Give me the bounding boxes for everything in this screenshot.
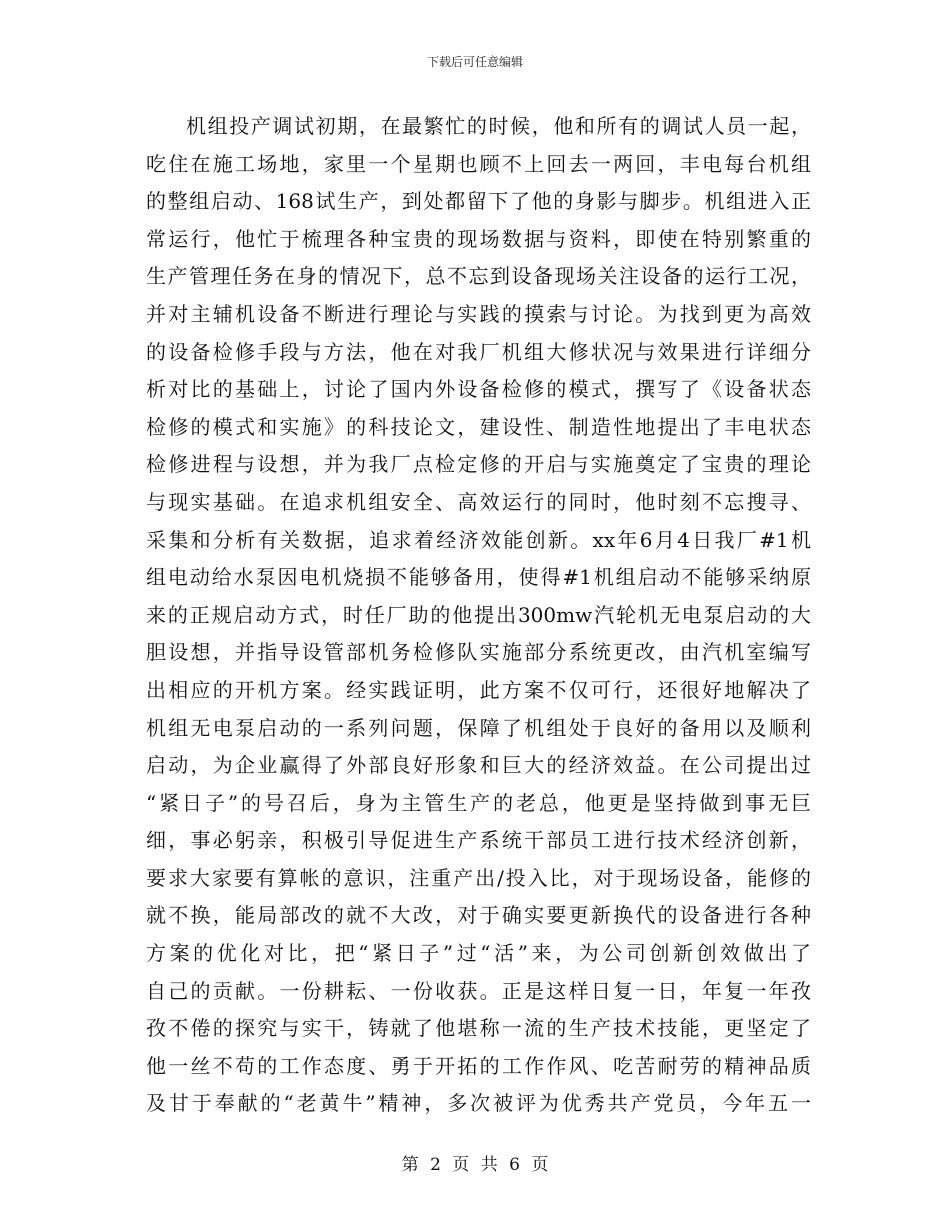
paragraph-line: 胆设想，并指导设管部机务检修队实施部分系统更改，由汽机室编写 (146, 640, 811, 665)
paragraph-line: 来的正规启动方式，时任厂助的他提出300mw汽轮机无电泵启动的大 (146, 602, 811, 627)
paragraph-line: 常运行，他忙于梳理各种宝贵的现场数据与资料，即使在特别繁重的 (146, 226, 811, 251)
paragraph-line: 检修的模式和实施》的科技论文，建设性、制造性地提出了丰电状态 (146, 414, 811, 439)
paragraph-line: 出相应的开机方案。经实践证明，此方案不仅可行，还很好地解决了 (146, 677, 811, 702)
paragraph-line: 采集和分析有关数据，追求着经济效能创新。xx年6月4日我厂#1机 (146, 527, 811, 552)
paragraph-line: 并对主辅机设备不断进行理论与实践的摸索与讨论。为找到更为高效 (146, 301, 811, 326)
page-header: 下载后可任意编辑 (426, 55, 523, 69)
paragraph-line: 吃住在施工场地，家里一个星期也顾不上回去一两回，丰电每台机组 (146, 151, 811, 176)
paragraph-line: 的设备检修手段与方法，他在对我厂机组大修状况与效果进行详细分 (146, 339, 811, 364)
paragraph-line: 就不换，能局部改的就不大改，对于确实要更新换代的设备进行各种 (146, 903, 811, 928)
paragraph-line: 的整组启动、168试生产，到处都留下了他的身影与脚步。机组进入正 (146, 189, 811, 214)
paragraph-line: 检修进程与设想，并为我厂点检定修的开启与实施奠定了宝贵的理论 (146, 452, 811, 477)
paragraph-line: 启动，为企业赢得了外部良好形象和巨大的经济效益。在公司提出过 (146, 753, 811, 778)
paragraph-line: 析对比的基础上，讨论了国内外设备检修的模式，撰写了《设备状态 (146, 377, 811, 402)
paragraph-line: 及甘于奉献的“老黄牛”精神，多次被评为优秀共产党员，今年五一 (146, 1091, 811, 1116)
paragraph-line: 生产管理任务在身的情况下，总不忘到设备现场关注设备的运行工况， (146, 264, 811, 289)
paragraph-line: 组电动给水泵因电机烧损不能够备用，使得#1机组启动不能够采纳原 (146, 565, 811, 590)
paragraph-line: 机组无电泵启动的一系列问题，保障了机组处于良好的备用以及顺利 (146, 715, 811, 740)
body-paragraph (146, 108, 811, 1123)
paragraph-line: 他一丝不苟的工作态度、勇于开拓的工作作风、吃苦耐劳的精神品质 (146, 1053, 811, 1078)
paragraph-line: 与现实基础。在追求机组安全、高效运行的同时，他时刻不忘搜寻、 (146, 489, 811, 514)
paragraph-line: 要求大家要有算帐的意识，注重产出/投入比，对于现场设备，能修的 (146, 865, 811, 890)
paragraph-line: 自己的贡献。一份耕耘、一份收获。正是这样日复一日，年复一年孜 (146, 978, 811, 1003)
paragraph-line: 细，事必躬亲，积极引导促进生产系统干部员工进行技术经济创新， (146, 828, 811, 853)
paragraph-line: 孜不倦的探究与实干，铸就了他堪称一流的生产技术技能，更坚定了 (146, 1016, 811, 1041)
paragraph-line: 机组投产调试初期，在最繁忙的时候，他和所有的调试人员一起， (186, 114, 811, 138)
paragraph-line: 方案的优化对比，把“紧日子”过“活”来，为公司创新创效做出了 (146, 941, 811, 966)
paragraph-line: “紧日子”的号召后，身为主管生产的老总，他更是坚持做到事无巨 (146, 790, 811, 815)
page-number: 第 2 页 共 6 页 (401, 1155, 549, 1175)
